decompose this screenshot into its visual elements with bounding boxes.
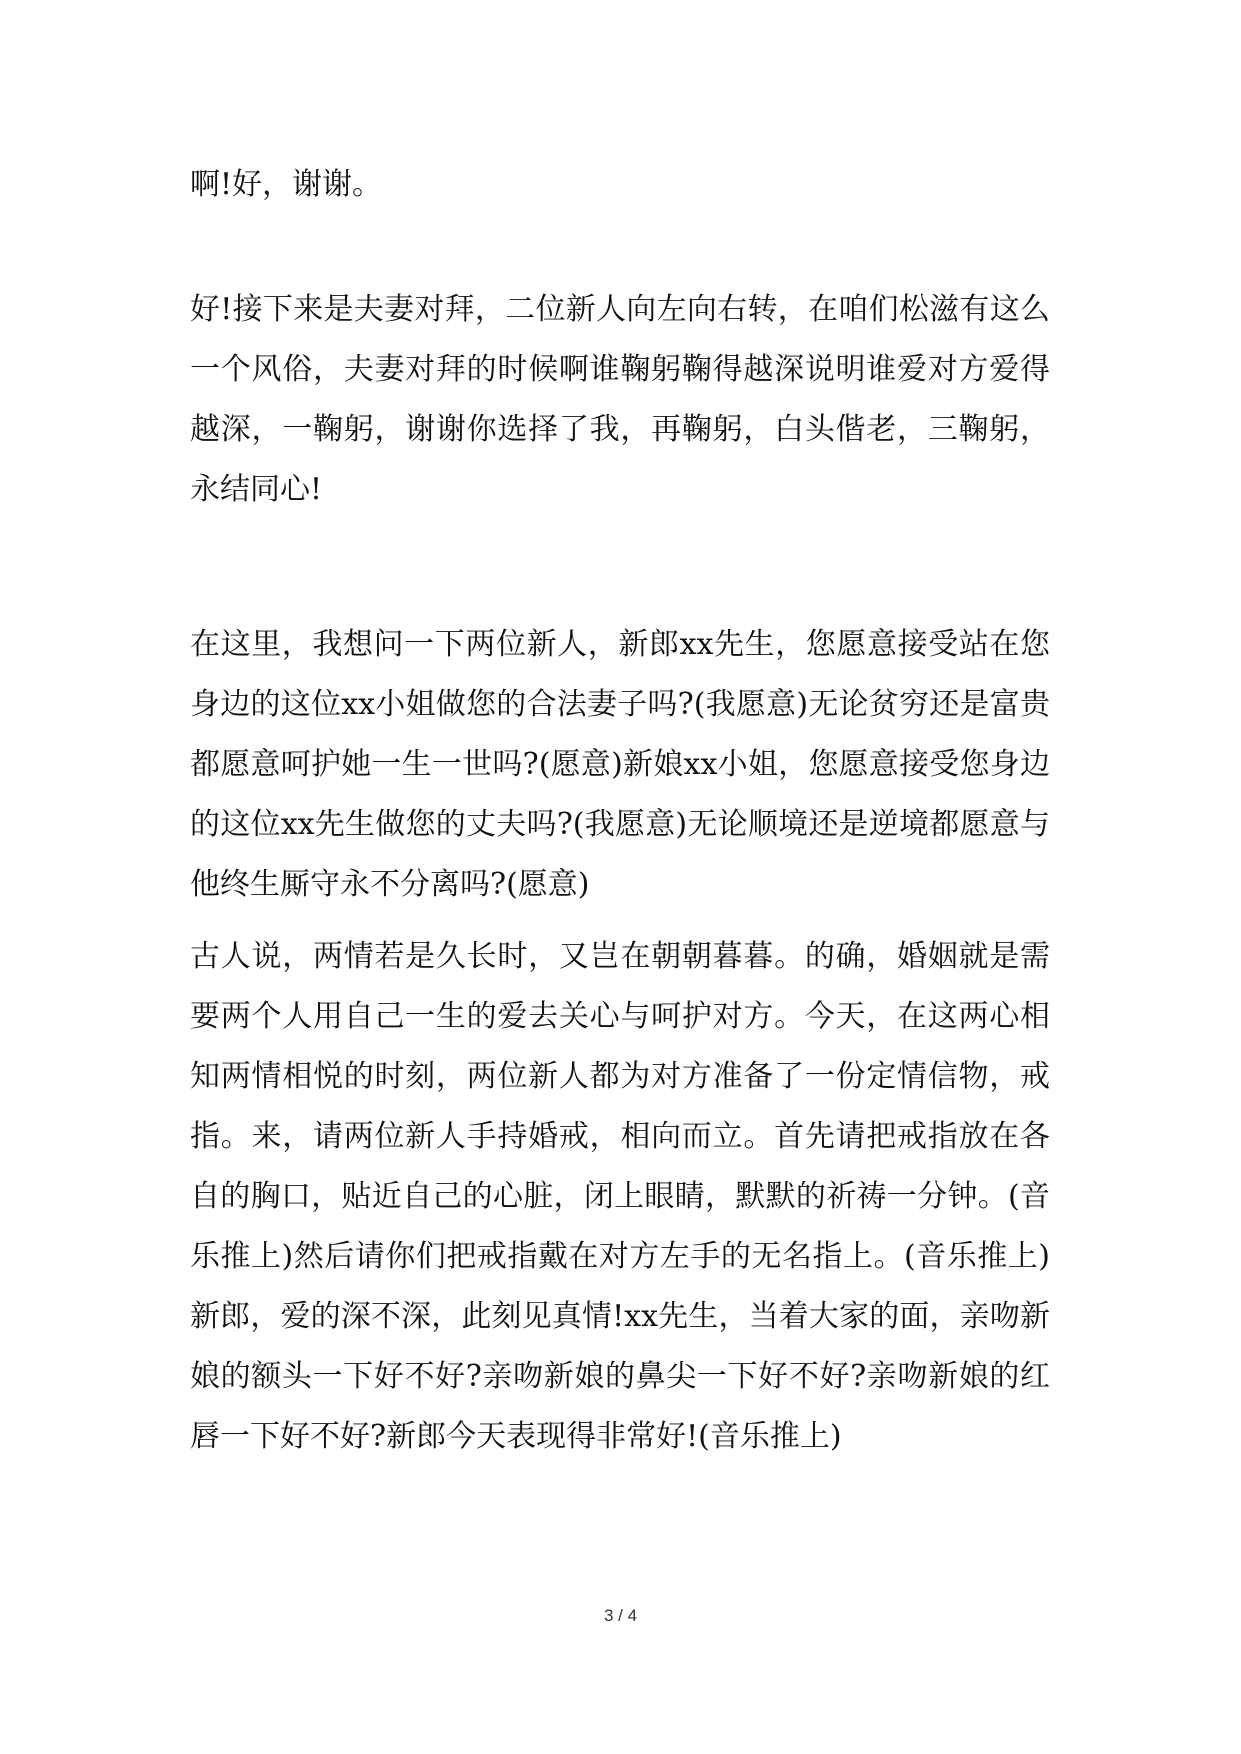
paragraph-ring-exchange: 古人说，两情若是久长时，又岂在朝朝暮暮。的确，婚姻就是需要两个人用自己一生的爱去关心与呵护对方。今天，在这两心相知两情相悦的时刻，两位新人都为对方准备了一份定情信物，戒指。来，请两位新人手持婚戒，相向而立。首先请把戒指放在各自的胸口，贴近自己的心脏，闭上眼睛，默默的祈祷一分钟。(音乐推上)然后请你们把戒指戴在对方左手的无名指上。(音乐推上)新郎，爱的深不深，此刻见真情!xx先生，当着大家的面，亲吻新娘的额头一下好不好?亲吻新娘的鼻尖一下好不好?亲吻新娘的红唇一下好不好?新郎今天表现得非常好!(音乐推上) (190, 939, 1050, 1454)
paragraph-thanks: 啊!好，谢谢。 (190, 167, 383, 202)
paragraph-couple-bow: 好!接下来是夫妻对拜，二位新人向左向右转，在咱们松滋有这么一个风俗，夫妻对拜的时候啊谁鞠躬鞠得越深说明谁爱对方爱得越深，一鞠躬，谢谢你选择了我，再鞠躬，白头偕老，三鞠躬，永结同心! (190, 292, 1050, 507)
paragraph-vows: 在这里，我想问一下两位新人，新郎xx先生，您愿意接受站在您身边的这位xx小姐做您的合法妻子吗?(我愿意)无论贫穷还是富贵都愿意呵护她一生一世吗?(愿意)新娘xx小姐，您愿意接受您身边的这位xx先生做您的丈夫吗?(我愿意)无论顺境还是逆境都愿意与他终生厮守永不分离吗?(愿意) (190, 627, 1050, 902)
page-number: 3 / 4 (603, 1606, 638, 1625)
